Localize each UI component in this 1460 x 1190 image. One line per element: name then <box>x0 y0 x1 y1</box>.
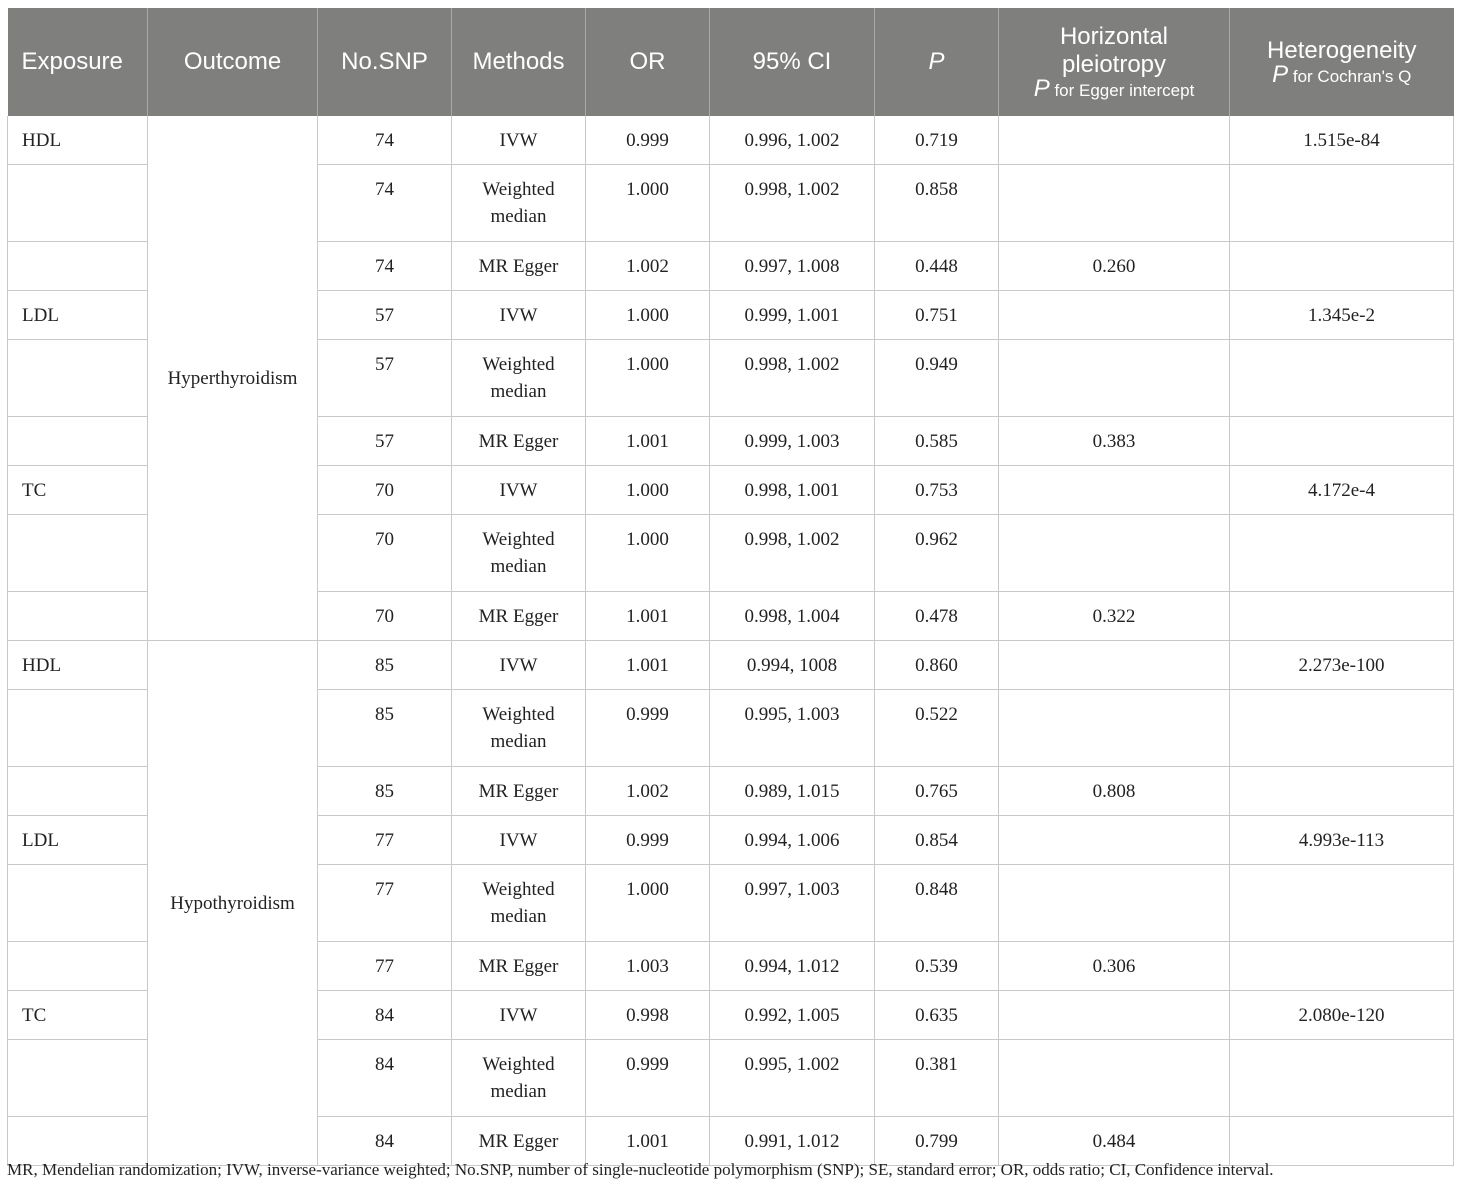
method-cell: IVW <box>452 116 586 165</box>
table-row <box>8 641 1454 690</box>
exposure-cell <box>8 592 148 641</box>
header-outcome: Outcome <box>148 8 318 116</box>
ci-cell: 0.999, 1.003 <box>710 417 875 466</box>
heterogeneity-cell: 4.993e-113 <box>1230 816 1454 865</box>
header-ci: 95% CI <box>710 8 875 116</box>
ci-cell: 0.999, 1.001 <box>710 291 875 340</box>
or-cell: 1.000 <box>586 466 710 515</box>
nosnp-cell: 84 <box>318 1040 452 1117</box>
p-cell: 0.719 <box>875 116 999 165</box>
heterogeneity-cell <box>1230 1040 1454 1117</box>
nosnp-cell: 70 <box>318 515 452 592</box>
method-cell: MR Egger <box>452 592 586 641</box>
results-table-container <box>7 8 1453 1166</box>
p-cell: 0.848 <box>875 865 999 942</box>
method-cell: MR Egger <box>452 417 586 466</box>
nosnp-cell: 74 <box>318 242 452 291</box>
nosnp-cell: 85 <box>318 767 452 816</box>
heterogeneity-cell: 1.345e-2 <box>1230 291 1454 340</box>
method-cell: MR Egger <box>452 942 586 991</box>
method-cell: IVW <box>452 466 586 515</box>
heterogeneity-cell: 1.515e-84 <box>1230 116 1454 165</box>
p-cell: 0.635 <box>875 991 999 1040</box>
heterogeneity-cell <box>1230 515 1454 592</box>
pleiotropy-cell: 0.383 <box>999 417 1230 466</box>
heterogeneity-cell: 4.172e-4 <box>1230 466 1454 515</box>
exposure-cell <box>8 1117 148 1166</box>
or-cell: 1.002 <box>586 767 710 816</box>
nosnp-cell: 74 <box>318 116 452 165</box>
exposure-cell <box>8 242 148 291</box>
p-cell: 0.860 <box>875 641 999 690</box>
method-cell: MR Egger <box>452 242 586 291</box>
method-cell: Weighted median <box>452 515 586 592</box>
method-cell: Weighted median <box>452 340 586 417</box>
p-cell: 0.858 <box>875 165 999 242</box>
nosnp-cell: 77 <box>318 942 452 991</box>
heterogeneity-cell <box>1230 165 1454 242</box>
p-cell: 0.478 <box>875 592 999 641</box>
outcome-cell: Hypothyroidism <box>148 641 318 1166</box>
exposure-cell <box>8 165 148 242</box>
or-cell: 0.999 <box>586 1040 710 1117</box>
ci-cell: 0.998, 1.002 <box>710 165 875 242</box>
pleiotropy-cell <box>999 991 1230 1040</box>
header-p-label: P <box>928 48 945 75</box>
ci-cell: 0.994, 1008 <box>710 641 875 690</box>
ci-cell: 0.998, 1.002 <box>710 340 875 417</box>
ci-cell: 0.997, 1.003 <box>710 865 875 942</box>
pleiotropy-cell: 0.808 <box>999 767 1230 816</box>
heterogeneity-cell <box>1230 767 1454 816</box>
exposure-cell <box>8 417 148 466</box>
ci-cell: 0.995, 1.002 <box>710 1040 875 1117</box>
pleiotropy-cell <box>999 291 1230 340</box>
p-cell: 0.949 <box>875 340 999 417</box>
exposure-cell: TC <box>8 466 148 515</box>
heterogeneity-cell: 2.080e-120 <box>1230 991 1454 1040</box>
nosnp-cell: 70 <box>318 592 452 641</box>
nosnp-cell: 70 <box>318 466 452 515</box>
ci-cell: 0.991, 1.012 <box>710 1117 875 1166</box>
pleiotropy-cell <box>999 515 1230 592</box>
method-cell: Weighted median <box>452 865 586 942</box>
ci-cell: 0.998, 1.001 <box>710 466 875 515</box>
or-cell: 1.002 <box>586 242 710 291</box>
exposure-cell: HDL <box>8 116 148 165</box>
header-pleiotropy-sub-text: for Egger intercept <box>1054 81 1195 100</box>
ci-cell: 0.992, 1.005 <box>710 991 875 1040</box>
p-cell: 0.799 <box>875 1117 999 1166</box>
or-cell: 1.001 <box>586 641 710 690</box>
ci-cell: 0.994, 1.006 <box>710 816 875 865</box>
heterogeneity-cell <box>1230 340 1454 417</box>
or-cell: 0.999 <box>586 116 710 165</box>
exposure-cell <box>8 767 148 816</box>
pleiotropy-cell <box>999 865 1230 942</box>
table-body <box>8 116 1454 1166</box>
table-footnote: MR, Mendelian randomization; IVW, inverse-variance weighted; No.SNP, number of single-nucleotide polymorphism (SNP); SE, standard error; OR, odds ratio; CI, Confidence interval. <box>7 1160 1274 1179</box>
or-cell: 1.001 <box>586 592 710 641</box>
header-nosnp: No.SNP <box>318 8 452 116</box>
nosnp-cell: 57 <box>318 340 452 417</box>
ci-cell: 0.994, 1.012 <box>710 942 875 991</box>
mr-results-table <box>7 8 1454 1166</box>
or-cell: 1.003 <box>586 942 710 991</box>
nosnp-cell: 77 <box>318 816 452 865</box>
method-cell: IVW <box>452 991 586 1040</box>
exposure-cell: HDL <box>8 641 148 690</box>
or-cell: 1.000 <box>586 340 710 417</box>
nosnp-cell: 84 <box>318 1117 452 1166</box>
pleiotropy-cell: 0.306 <box>999 942 1230 991</box>
pleiotropy-cell: 0.484 <box>999 1117 1230 1166</box>
p-cell: 0.381 <box>875 1040 999 1117</box>
ci-cell: 0.998, 1.004 <box>710 592 875 641</box>
header-exposure: Exposure <box>8 8 148 116</box>
header-heterogeneity-title: Heterogeneity <box>1267 37 1417 64</box>
p-cell: 0.962 <box>875 515 999 592</box>
pleiotropy-cell <box>999 690 1230 767</box>
p-cell: 0.585 <box>875 417 999 466</box>
pleiotropy-cell <box>999 116 1230 165</box>
exposure-cell <box>8 1040 148 1117</box>
nosnp-cell: 85 <box>318 641 452 690</box>
p-cell: 0.753 <box>875 466 999 515</box>
or-cell: 0.998 <box>586 991 710 1040</box>
header-methods: Methods <box>452 8 586 116</box>
exposure-cell <box>8 865 148 942</box>
header-p <box>875 8 999 116</box>
exposure-cell <box>8 690 148 767</box>
p-cell: 0.751 <box>875 291 999 340</box>
heterogeneity-cell <box>1230 942 1454 991</box>
pleiotropy-cell <box>999 340 1230 417</box>
header-heterogeneity-sub <box>1242 61 1442 88</box>
pleiotropy-cell: 0.322 <box>999 592 1230 641</box>
or-cell: 0.999 <box>586 816 710 865</box>
or-cell: 1.001 <box>586 417 710 466</box>
exposure-cell: TC <box>8 991 148 1040</box>
ci-cell: 0.997, 1.008 <box>710 242 875 291</box>
or-cell: 1.000 <box>586 865 710 942</box>
nosnp-cell: 84 <box>318 991 452 1040</box>
pleiotropy-cell <box>999 466 1230 515</box>
pleiotropy-cell <box>999 1040 1230 1117</box>
exposure-cell <box>8 340 148 417</box>
method-cell: MR Egger <box>452 1117 586 1166</box>
nosnp-cell: 57 <box>318 417 452 466</box>
heterogeneity-cell: 2.273e-100 <box>1230 641 1454 690</box>
header-heterogeneity <box>1230 8 1454 116</box>
header-or: OR <box>586 8 710 116</box>
or-cell: 1.000 <box>586 515 710 592</box>
or-cell: 1.000 <box>586 291 710 340</box>
or-cell: 0.999 <box>586 690 710 767</box>
heterogeneity-cell <box>1230 417 1454 466</box>
method-cell: Weighted median <box>452 165 586 242</box>
nosnp-cell: 77 <box>318 865 452 942</box>
pleiotropy-cell: 0.260 <box>999 242 1230 291</box>
heterogeneity-cell <box>1230 592 1454 641</box>
ci-cell: 0.995, 1.003 <box>710 690 875 767</box>
p-cell: 0.854 <box>875 816 999 865</box>
or-cell: 1.000 <box>586 165 710 242</box>
or-cell: 1.001 <box>586 1117 710 1166</box>
nosnp-cell: 85 <box>318 690 452 767</box>
exposure-cell <box>8 942 148 991</box>
heterogeneity-cell <box>1230 865 1454 942</box>
method-cell: MR Egger <box>452 767 586 816</box>
table-row <box>8 116 1454 165</box>
method-cell: Weighted median <box>452 690 586 767</box>
p-cell: 0.522 <box>875 690 999 767</box>
exposure-cell: LDL <box>8 291 148 340</box>
pleiotropy-cell <box>999 641 1230 690</box>
method-cell: IVW <box>452 816 586 865</box>
header-pleiotropy-title: Horizontal pleiotropy <box>1059 23 1169 78</box>
header-pleiotropy <box>999 8 1230 116</box>
heterogeneity-cell <box>1230 690 1454 767</box>
exposure-cell <box>8 515 148 592</box>
method-cell: IVW <box>452 291 586 340</box>
method-cell: IVW <box>452 641 586 690</box>
nosnp-cell: 74 <box>318 165 452 242</box>
header-pleiotropy-sub <box>1011 75 1217 102</box>
pleiotropy-cell <box>999 816 1230 865</box>
ci-cell: 0.989, 1.015 <box>710 767 875 816</box>
p-cell: 0.448 <box>875 242 999 291</box>
exposure-cell: LDL <box>8 816 148 865</box>
header-heterogeneity-p: P <box>1272 61 1289 88</box>
header-heterogeneity-sub-text: for Cochran's Q <box>1292 67 1412 86</box>
pleiotropy-cell <box>999 165 1230 242</box>
outcome-cell: Hyperthyroidism <box>148 116 318 641</box>
header-pleiotropy-p: P <box>1033 75 1050 102</box>
ci-cell: 0.998, 1.002 <box>710 515 875 592</box>
table-header <box>8 8 1454 116</box>
p-cell: 0.539 <box>875 942 999 991</box>
method-cell: Weighted median <box>452 1040 586 1117</box>
nosnp-cell: 57 <box>318 291 452 340</box>
ci-cell: 0.996, 1.002 <box>710 116 875 165</box>
heterogeneity-cell <box>1230 1117 1454 1166</box>
heterogeneity-cell <box>1230 242 1454 291</box>
p-cell: 0.765 <box>875 767 999 816</box>
